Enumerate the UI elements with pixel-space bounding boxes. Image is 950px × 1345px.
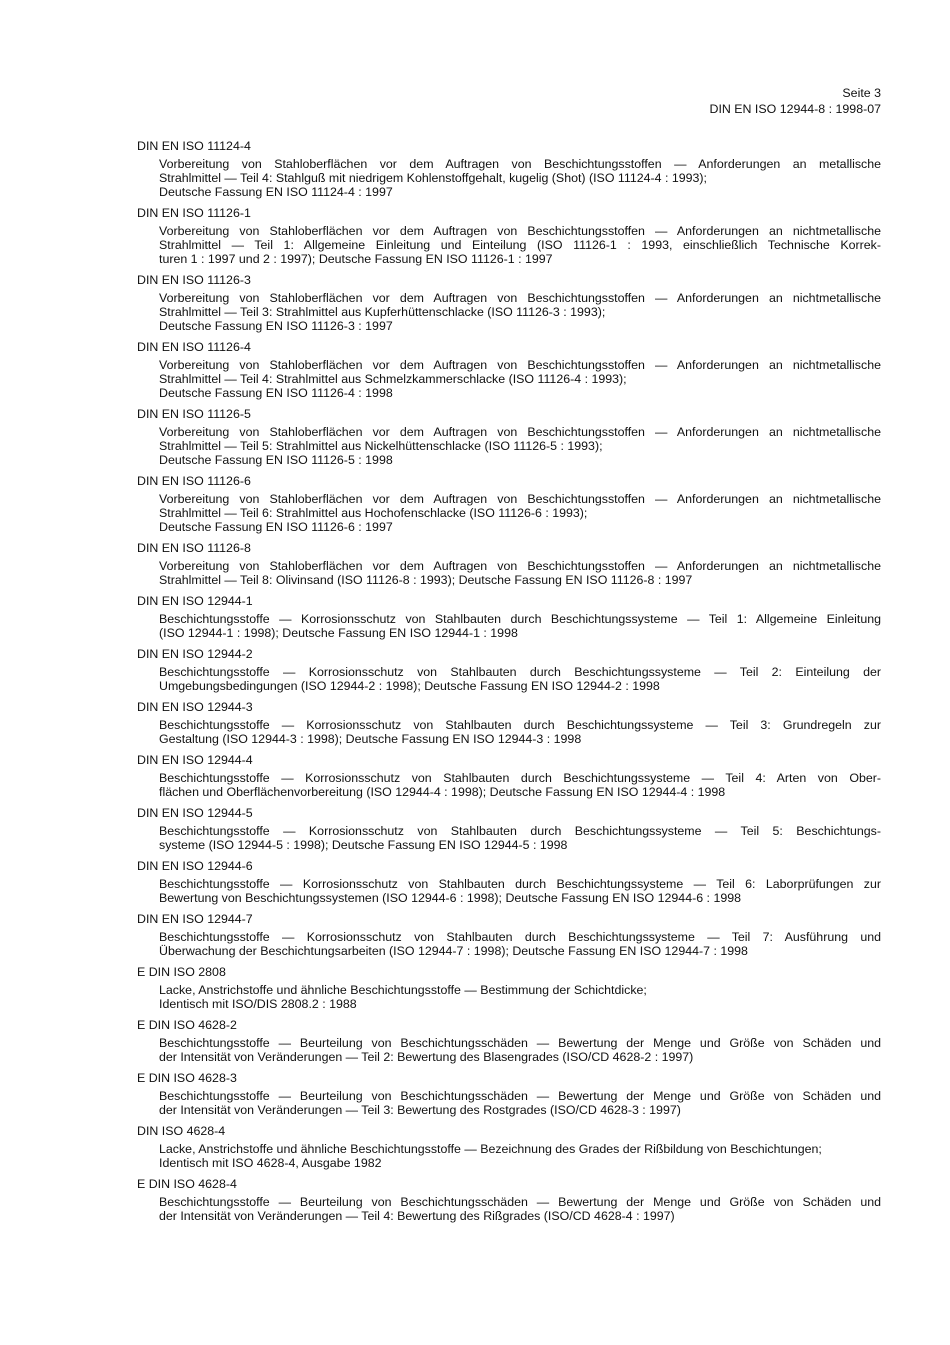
title-line: turen 1 : 1997 und 2 : 1997); Deutsche Fassung EN ISO 11126-1 : 1997: [159, 252, 553, 266]
standard-entry: [137, 806, 881, 852]
title-line: Lacke, Anstrichstoffe und ähnliche Beschichtungsstoffe — Bezeichnung des Grades der Rißbildung von Beschichtungen;: [159, 1142, 822, 1156]
standard-title: [159, 665, 881, 693]
standard-entry: [137, 474, 881, 534]
title-line: Vorbereitung von Stahloberflächen vor dem Auftragen von Beschichtungsstoffen — Anforderungen an nichtmetallische: [159, 291, 881, 305]
title-line: Beschichtungsstoffe — Beurteilung von Beschichtungsschäden — Bewertung der Menge und Größe von Schäden und: [159, 1036, 881, 1050]
title-line: Strahlmittel — Teil 3: Strahlmittel aus Kupferhüttenschlacke (ISO 11126-3 : 1993);: [159, 305, 606, 319]
title-line: Bewertung von Beschichtungssystemen (ISO 12944-6 : 1998); Deutsche Fassung EN ISO 12944-6 : 1998: [159, 891, 742, 905]
standard-entry: [137, 541, 881, 587]
title-line: der Intensität von Veränderungen — Teil 3: Bewertung des Rostgrades (ISO/CD 4628-3 : 1997): [159, 1103, 681, 1117]
standard-code: DIN EN ISO 11126-1: [137, 206, 251, 220]
standard-code: DIN EN ISO 11126-5: [137, 407, 251, 421]
standard-code: E DIN ISO 4628-4: [137, 1177, 237, 1191]
title-line: Deutsche Fassung EN ISO 11124-4 : 1997: [159, 185, 393, 199]
standard-title: [159, 425, 881, 467]
page-header: [710, 86, 882, 117]
title-line: Beschichtungsstoffe — Korrosionsschutz von Stahlbauten durch Beschichtungssysteme — Teil 4: Arten von Ober-: [159, 771, 881, 785]
title-line: Strahlmittel — Teil 5: Strahlmittel aus Nickelhüttenschlacke (ISO 11126-5 : 1993);: [159, 439, 603, 453]
title-line: der Intensität von Veränderungen — Teil 4: Bewertung des Rißgrades (ISO/CD 4628-4 : 1997): [159, 1209, 675, 1223]
standard-entry: [137, 139, 881, 199]
title-line: Umgebungsbedingungen (ISO 12944-2 : 1998); Deutsche Fassung EN ISO 12944-2 : 1998: [159, 679, 660, 693]
standard-title: [159, 718, 881, 746]
title-line: der Intensität von Veränderungen — Teil 2: Bewertung des Blasengrades (ISO/CD 4628-2 : 1997): [159, 1050, 694, 1064]
standard-entry: [137, 1124, 881, 1170]
standard-code: E DIN ISO 4628-2: [137, 1018, 237, 1032]
standard-code: DIN EN ISO 11124-4: [137, 139, 251, 153]
title-line: Lacke, Anstrichstoffe und ähnliche Beschichtungsstoffe — Bestimmung der Schichtdicke;: [159, 983, 647, 997]
standard-title: [159, 358, 881, 400]
standard-code: DIN EN ISO 11126-8: [137, 541, 251, 555]
standard-entry: [137, 594, 881, 640]
standard-title: [159, 824, 881, 852]
title-line: Vorbereitung von Stahloberflächen vor dem Auftragen von Beschichtungsstoffen — Anforderungen an nichtmetallische: [159, 425, 881, 439]
standard-code: DIN EN ISO 12944-1: [137, 594, 253, 608]
title-line: Beschichtungsstoffe — Korrosionsschutz von Stahlbauten durch Beschichtungssysteme — Teil 5: Beschichtungs-: [159, 824, 881, 838]
standard-code: E DIN ISO 2808: [137, 965, 226, 979]
standards-list: [137, 139, 881, 1223]
title-line: Beschichtungsstoffe — Beurteilung von Beschichtungsschäden — Bewertung der Menge und Größe von Schäden und: [159, 1089, 881, 1103]
standard-code: DIN EN ISO 12944-7: [137, 912, 253, 926]
title-line: Vorbereitung von Stahloberflächen vor dem Auftragen von Beschichtungsstoffen — Anforderungen an metallische: [159, 157, 881, 171]
standard-entry: [137, 647, 881, 693]
standard-title: [159, 930, 881, 958]
standard-code: DIN EN ISO 12944-2: [137, 647, 253, 661]
page-number: Seite 3: [842, 86, 881, 100]
title-line: (ISO 12944-1 : 1998); Deutsche Fassung EN ISO 12944-1 : 1998: [159, 626, 518, 640]
title-line: Vorbereitung von Stahloberflächen vor dem Auftragen von Beschichtungsstoffen — Anforderungen an nichtmetallische: [159, 224, 881, 238]
standard-entry: [137, 1177, 881, 1223]
standard-code: E DIN ISO 4628-3: [137, 1071, 237, 1085]
title-line: Überwachung der Beschichtungsarbeiten (ISO 12944-7 : 1998); Deutsche Fassung EN ISO 12944-7 : 1998: [159, 944, 748, 958]
title-line: Beschichtungsstoffe — Korrosionsschutz von Stahlbauten durch Beschichtungssysteme — Teil 3: Grundregeln zur: [159, 718, 881, 732]
title-line: Beschichtungsstoffe — Korrosionsschutz von Stahlbauten durch Beschichtungssysteme — Teil 6: Laborprüfungen zur: [159, 877, 881, 891]
standard-entry: [137, 1071, 881, 1117]
title-line: Gestaltung (ISO 12944-3 : 1998); Deutsche Fassung EN ISO 12944-3 : 1998: [159, 732, 582, 746]
standard-entry: [137, 912, 881, 958]
title-line: Beschichtungsstoffe — Korrosionsschutz von Stahlbauten durch Beschichtungssysteme — Teil 7: Ausführung und: [159, 930, 881, 944]
standard-title: [159, 877, 881, 905]
title-line: Strahlmittel — Teil 4: Strahlmittel aus Schmelzkammerschlacke (ISO 11126-4 : 1993);: [159, 372, 627, 386]
standard-title: [159, 771, 881, 799]
title-line: Strahlmittel — Teil 4: Stahlguß mit niedrigem Kohlenstoffgehalt, kugelig (Shot) (ISO 11124-4 : 1993);: [159, 171, 707, 185]
standard-code: DIN EN ISO 11126-6: [137, 474, 251, 488]
standard-entry: [137, 407, 881, 467]
title-line: systeme (ISO 12944-5 : 1998); Deutsche Fassung EN ISO 12944-5 : 1998: [159, 838, 568, 852]
standard-title: [159, 1089, 881, 1117]
title-line: Deutsche Fassung EN ISO 11126-5 : 1998: [159, 453, 393, 467]
standard-title: [159, 983, 881, 1011]
standard-title: [159, 612, 881, 640]
title-line: Deutsche Fassung EN ISO 11126-4 : 1998: [159, 386, 393, 400]
standard-entry: [137, 965, 881, 1011]
standard-entry: [137, 340, 881, 400]
title-line: Vorbereitung von Stahloberflächen vor dem Auftragen von Beschichtungsstoffen — Anforderungen an nichtmetallische: [159, 358, 881, 372]
standard-code: DIN EN ISO 12944-5: [137, 806, 253, 820]
standard-entry: [137, 1018, 881, 1064]
standard-code: DIN ISO 4628-4: [137, 1124, 226, 1138]
standard-entry: [137, 753, 881, 799]
standard-code: DIN EN ISO 12944-3: [137, 700, 253, 714]
standard-title: [159, 492, 881, 534]
title-line: Strahlmittel — Teil 1: Allgemeine Einleitung und Einteilung (ISO 11126-1 : 1993, einschließlich Technische Korrek-: [159, 238, 881, 252]
standard-title: [159, 1036, 881, 1064]
document-reference: DIN EN ISO 12944-8 : 1998-07: [709, 101, 881, 116]
title-line: Beschichtungsstoffe — Korrosionsschutz von Stahlbauten durch Beschichtungssysteme — Teil 1: Allgemeine Einleitung: [159, 612, 881, 626]
standard-title: [159, 291, 881, 333]
standard-title: [159, 224, 881, 266]
standard-code: DIN EN ISO 11126-4: [137, 340, 251, 354]
standard-code: DIN EN ISO 12944-4: [137, 753, 253, 767]
title-line: Deutsche Fassung EN ISO 11126-6 : 1997: [159, 520, 393, 534]
standard-title: [159, 559, 881, 587]
title-line: Identisch mit ISO/DIS 2808.2 : 1988: [159, 997, 357, 1011]
title-line: Vorbereitung von Stahloberflächen vor dem Auftragen von Beschichtungsstoffen — Anforderungen an nichtmetallische: [159, 492, 881, 506]
title-line: Beschichtungsstoffe — Korrosionsschutz von Stahlbauten durch Beschichtungssysteme — Teil 2: Einteilung der: [159, 665, 881, 679]
standard-title: [159, 1142, 881, 1170]
title-line: Identisch mit ISO 4628-4, Ausgabe 1982: [159, 1156, 382, 1170]
title-line: Deutsche Fassung EN ISO 11126-3 : 1997: [159, 319, 393, 333]
standard-title: [159, 157, 881, 199]
standard-entry: [137, 273, 881, 333]
standard-code: DIN EN ISO 11126-3: [137, 273, 251, 287]
title-line: Strahlmittel — Teil 8: Olivinsand (ISO 11126-8 : 1993); Deutsche Fassung EN ISO 11126-8 : 1997: [159, 573, 693, 587]
standard-title: [159, 1195, 881, 1223]
standard-entry: [137, 206, 881, 266]
standard-entry: [137, 859, 881, 905]
title-line: flächen und Oberflächenvorbereitung (ISO 12944-4 : 1998); Deutsche Fassung EN ISO 12944-4 : 1998: [159, 785, 726, 799]
title-line: Vorbereitung von Stahloberflächen vor dem Auftragen von Beschichtungsstoffen — Anforderungen an nichtmetallische: [159, 559, 881, 573]
title-line: Strahlmittel — Teil 6: Strahlmittel aus Hochofenschlacke (ISO 11126-6 : 1993);: [159, 506, 588, 520]
title-line: Beschichtungsstoffe — Beurteilung von Beschichtungsschäden — Bewertung der Menge und Größe von Schäden und: [159, 1195, 881, 1209]
standard-code: DIN EN ISO 12944-6: [137, 859, 253, 873]
standard-entry: [137, 700, 881, 746]
